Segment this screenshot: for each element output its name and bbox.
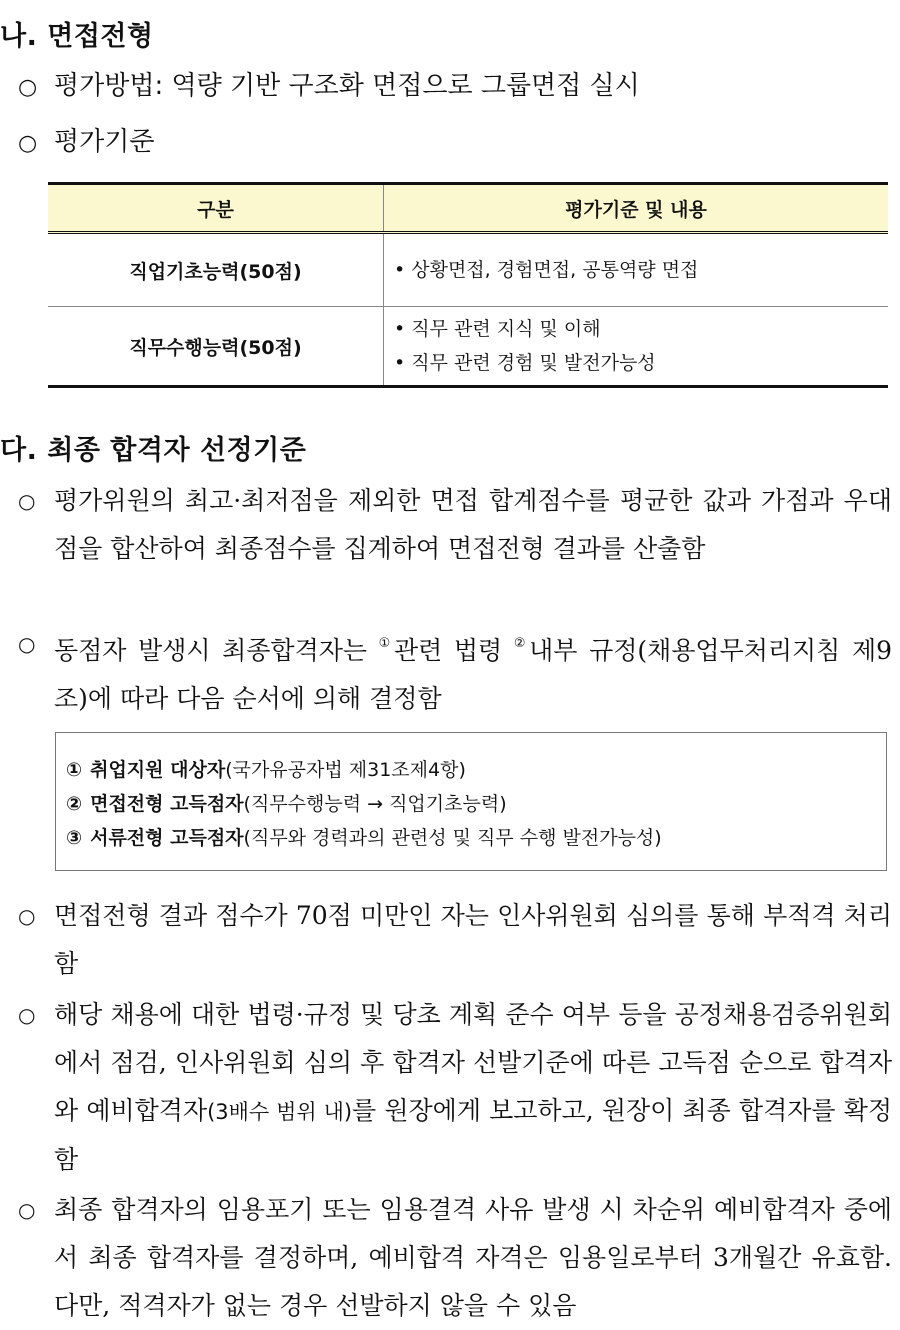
table-cell-description [384, 233, 889, 307]
circle-bullet-icon: ○ [18, 904, 36, 928]
evaluation-criteria-label: 평가기준 [54, 127, 155, 157]
table-row [48, 307, 888, 387]
table-cell-category: 직무수행능력(50점) [48, 307, 384, 387]
criteria-table [48, 182, 888, 388]
circle-bullet-icon: ○ [18, 1198, 36, 1222]
evaluation-method-text: 평가방법: 역량 기반 구조화 면접으로 그룹면접 실시 [54, 71, 640, 101]
circle-bullet-icon: ○ [18, 131, 38, 156]
table-header-row [48, 184, 888, 233]
paragraph-tie-break [18, 620, 892, 723]
table-cell-description [384, 307, 889, 387]
footnote-marker: ② [513, 636, 530, 651]
paragraph-text: 면접전형 결과 점수가 70점 미만인 자는 인사위원회 심의를 통해 부적격 처리함 [54, 901, 892, 978]
priority-box [55, 732, 887, 871]
section-heading-final-selection: 다. 최종 합격자 선정기준 [0, 435, 307, 466]
criteria-item: • 직무 관련 지식 및 이해 [394, 318, 601, 340]
paragraph-score-calculation [18, 477, 892, 573]
section-heading-interview: 나. 면접전형 [0, 21, 154, 52]
criteria-item: • 상황면접, 경험면접, 공통역량 면접 [394, 259, 699, 281]
table-row [48, 233, 888, 307]
evaluation-criteria-item [18, 126, 154, 160]
paragraph-text: 동점자 발생시 최종합격자는 ①관련 법령 ②내부 규정(채용업무처리지침 제9조)에 따라 다음 순서에 의해 결정함 [54, 636, 892, 713]
paragraph-reserve-candidates [18, 1186, 892, 1330]
circle-bullet-icon: ○ [18, 1003, 36, 1027]
criteria-item: • 직무 관련 경험 및 발전가능성 [394, 352, 656, 374]
table-header-criteria: 평가기준 및 내용 [384, 184, 889, 233]
circle-bullet-icon: ○ [18, 489, 36, 513]
evaluation-method-item [18, 70, 640, 104]
circle-bullet-icon: ○ [18, 632, 36, 656]
table-header-category: 구분 [48, 184, 384, 233]
priority-item: ② 면접전형 고득점자(직무수행능력 → 직업기초능력) [66, 793, 507, 815]
priority-item: ① 취업지원 대상자(국가유공자법 제31조제4항) [66, 759, 466, 781]
paragraph-verification [18, 991, 892, 1184]
paragraph-text: 최종 합격자의 임용포기 또는 임용결격 사유 발생 시 차순위 예비합격자 중에서 최종 합격자를 결정하며, 예비합격 자격은 임용일로부터 3개월간 유효함. 다만, 적격자가 없는 경우 선발하지 않을 수 있음 [54, 1195, 892, 1320]
paragraph-disqualification [18, 892, 892, 988]
circle-bullet-icon: ○ [18, 75, 38, 100]
paragraph-text: 해당 채용에 대한 법령·규정 및 당초 계획 준수 여부 등을 공정채용검증위원회에서 점검, 인사위원회 심의 후 합격자 선발기준에 따른 고득점 순으로 합격자와 예비합격자(3배수 범위 내)를 원장에게 보고하고, 원장이 최종 합격자를 확정함 [54, 1000, 892, 1174]
footnote-marker: ① [378, 636, 394, 651]
table-cell-category: 직업기초능력(50점) [48, 233, 384, 307]
priority-item: ③ 서류전형 고득점자(직무와 경력과의 관련성 및 직무 수행 발전가능성) [66, 827, 662, 849]
paragraph-text: 평가위원의 최고·최저점을 제외한 면접 합계점수를 평균한 값과 가점과 우대점을 합산하여 최종점수를 집계하여 면접전형 결과를 산출함 [54, 486, 892, 563]
